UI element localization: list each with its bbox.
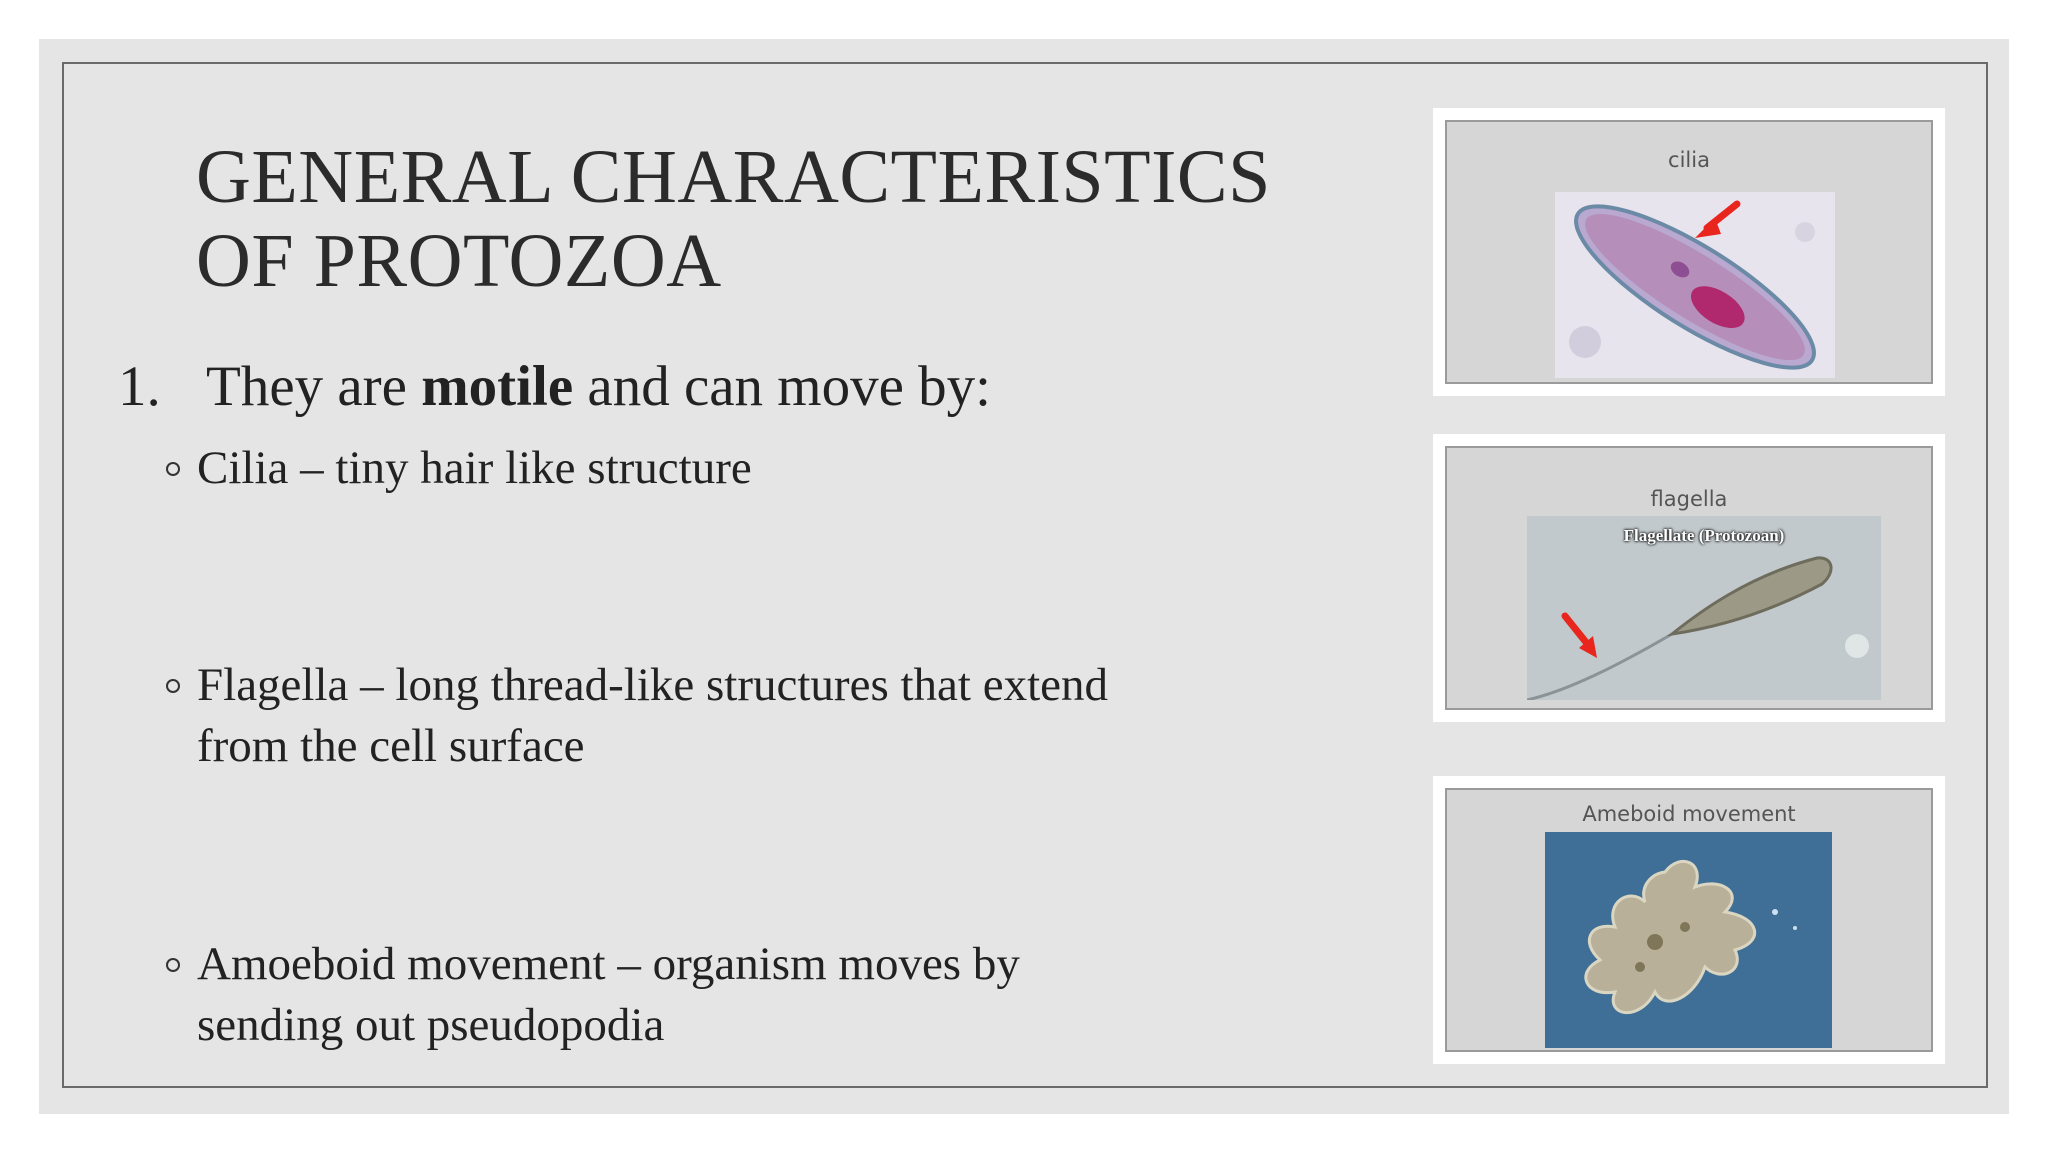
bullet-line-1: Cilia – tiny hair like structure <box>197 442 752 494</box>
title-line-2: OF PROTOZOA <box>196 219 722 303</box>
bullet-amoeboid <box>166 934 1186 1056</box>
amoeba-micrograph-icon <box>1545 832 1832 1048</box>
title-line-1: GENERAL CHARACTERISTICS <box>196 135 1271 219</box>
image-overlay-text: Flagellate (Protozoan) <box>1623 526 1785 545</box>
slide-title <box>196 135 1346 303</box>
bullet-line-1: Flagella – long thread-like structures that extend <box>197 659 1108 711</box>
item-number: 1. <box>118 355 161 418</box>
image-panel <box>1445 788 1933 1052</box>
bullet-cilia <box>166 438 1186 499</box>
paramecium-micrograph-icon <box>1555 192 1835 378</box>
cilia-image-card <box>1433 108 1945 396</box>
image-caption: flagella <box>1650 487 1728 511</box>
flagella-image-card <box>1433 434 1945 722</box>
bullet-circle-icon <box>166 679 180 693</box>
bullet-line-2: from the cell surface <box>197 720 585 772</box>
bullet-line-1: Amoeboid movement – organism moves by <box>197 938 1020 990</box>
item-text-bold: motile <box>421 355 574 418</box>
item-text-after: and can move by: <box>573 355 992 418</box>
item-text-before: They are <box>206 355 422 418</box>
ameboid-image-card <box>1433 776 1945 1064</box>
numbered-item-1 <box>118 354 991 419</box>
image-caption: cilia <box>1668 148 1710 172</box>
image-panel <box>1445 120 1933 384</box>
bullet-circle-icon <box>166 958 180 972</box>
bullet-flagella <box>166 655 1186 777</box>
image-caption: Ameboid movement <box>1582 802 1796 826</box>
image-panel <box>1445 446 1933 710</box>
bullet-line-2: sending out pseudopodia <box>197 999 665 1051</box>
bullet-circle-icon <box>166 462 180 476</box>
